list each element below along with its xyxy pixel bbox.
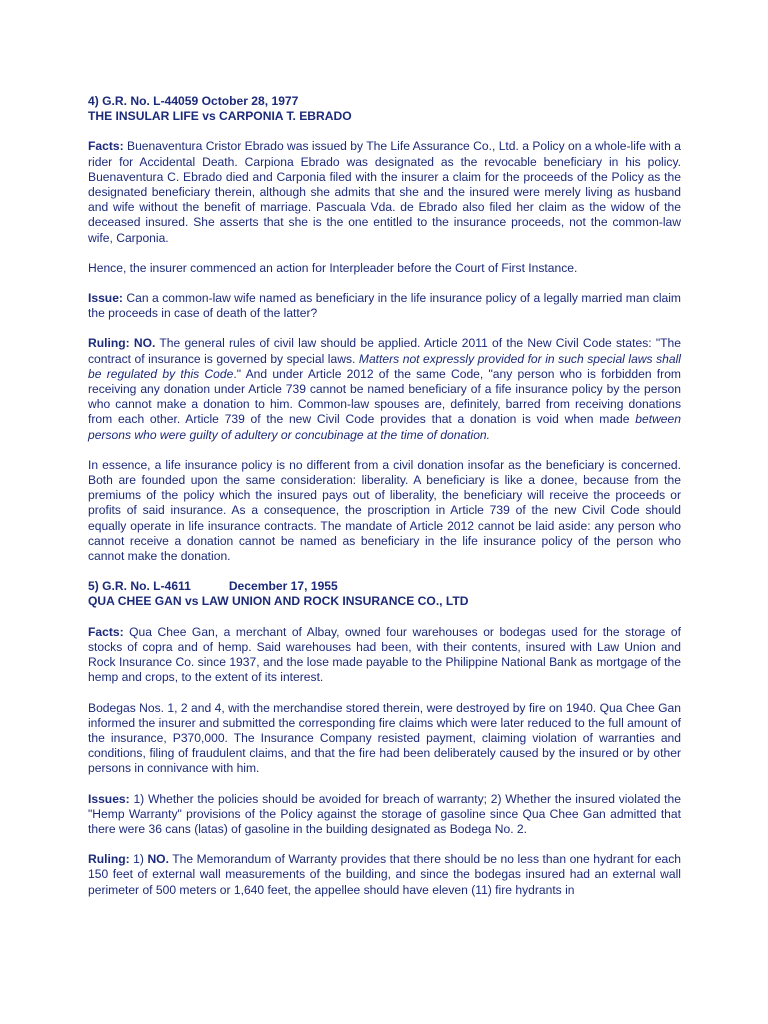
- case4-ruling: [88, 336, 681, 442]
- issues-label: Issues:: [88, 791, 130, 806]
- case4-title: THE INSULAR LIFE vs CARPONIA T. EBRADO: [88, 109, 352, 124]
- issues-text: 1) Whether the policies should be avoided for breach of warranty; 2) Whether the insured violated the "Hemp Warranty" provisions of the Policy against the storage of gasoline since Qua Chee Gan admitted that there were 36 cans (latas) of gasoline in the building designated as Bodega No. 2.: [88, 791, 681, 836]
- case5-date: December 17, 1955: [228, 579, 338, 594]
- issue-text: Can a common-law wife named as beneficiary in the life insurance policy of a legally married man claim the proceeds in case of death of the latter?: [88, 291, 681, 321]
- case4-facts: [88, 139, 681, 245]
- case5-ruling: [88, 852, 681, 898]
- case5-issues: [88, 792, 681, 838]
- case4-issue: [88, 291, 681, 321]
- case5-heading: [88, 579, 681, 594]
- case4-essence: In essence, a life insurance policy is no different from a civil donation insofar as the beneficiary is concerned. Both are founded upon the same consideration: liberality. A beneficiary is like a donee, because from the premiums of the policy which the insured pays out of liberality, the beneficiary will receive the proceeds or profits of said insurance. As a consequence, the proscription in Article 739 of the new Civil Code should equally operate in life insurance contracts. The mandate of Article 2012 cannot be laid aside: any person who cannot receive a donation cannot be named as beneficiary in the life insurance policy of the person who cannot make the donation.: [88, 457, 681, 564]
- case5-number: 5) G.R. No. L-4611: [88, 579, 191, 594]
- ruling-italic-2: between persons who were guilty of adultery or concubinage at the time of donation.: [88, 412, 681, 442]
- case5-bodegas: Bodegas Nos. 1, 2 and 4, with the merchandise stored therein, were destroyed by fire on 1940. Qua Chee Gan informed the insurer and submitted the corresponding fire claims which were later reduced to the full amount of the insurance, P370,000. The Insurance Company resisted payment, claiming violation of warranties and conditions, filing of fraudulent claims, and that the fire had been deliberately caused by the insured or by other persons in connivance with him.: [88, 700, 681, 776]
- ruling-prefix: 1): [129, 852, 148, 867]
- case5-title: QUA CHEE GAN vs LAW UNION AND ROCK INSURANCE CO., LTD: [88, 594, 469, 609]
- ruling-text-2: ." And under Article 2012 of the same Code, "any person who is forbidden from receiving any donation under Article 739 cannot be named beneficiary of a fife insurance policy by the person who cannot make a donation to him. Common-law spouses are, definitely, barred from receiving donations from each other. Article 739 of the new Civil Code provides that a donation is void when made: [88, 366, 681, 427]
- ruling-no: NO.: [147, 852, 169, 867]
- facts-text: Buenaventura Cristor Ebrado was issued by The Life Assurance Co., Ltd. a Policy on a whole-life with a rider for Accidental Death. Carpiona Ebrado was designated as the revocable beneficiary in his policy. Buenaventura C. Ebrado died and Carponia filed with the insurer a claim for the proceeds of the Policy as the designated beneficiary therein, although she admits that she and the insured were merely living as husband and wife without the benefit of marriage. Pascuala Vda. de Ebrado also filed her claim as the widow of the deceased insured. She asserts that she is the one entitled to the insurance proceeds, not the common-law wife, Carponia.: [88, 139, 681, 245]
- issue-label: Issue:: [88, 291, 123, 306]
- ruling-text-1: The general rules of civil law should be applied. Article 2011 of the New Civil Code states: "The contract of insurance is governed by special laws.: [88, 336, 681, 366]
- ruling-text: The Memorandum of Warranty provides that there should be no less than one hydrant for each 150 feet of external wall measurements of the building, and since the bodegas insured had an external wall perimeter of 500 meters or 1,640 feet, the appellee should have eleven (11) fire hydrants in: [88, 852, 681, 897]
- ruling-italic-1: Matters not expressly provided for in such special laws shall be regulated by this Code: [88, 351, 681, 381]
- case5-facts: [88, 625, 681, 686]
- facts-label: Facts:: [88, 139, 124, 154]
- ruling-label: Ruling: NO.: [88, 336, 156, 351]
- case4-number: 4) G.R. No. L-44059 October 28, 1977: [88, 94, 299, 108]
- case4-hence: Hence, the insurer commenced an action for Interpleader before the Court of First Instance.: [88, 260, 578, 275]
- facts-label: Facts:: [88, 624, 124, 639]
- facts-text: Qua Chee Gan, a merchant of Albay, owned four warehouses or bodegas used for the storage of stocks of copra and of hemp. Said warehouses had been, with their contents, insured with Law Union and Rock Insurance Co. since 1937, and the lose made payable to the Philippine National Bank as mortgage of the hemp and crops, to the extent of its interest.: [88, 624, 681, 685]
- ruling-label: Ruling:: [88, 852, 130, 867]
